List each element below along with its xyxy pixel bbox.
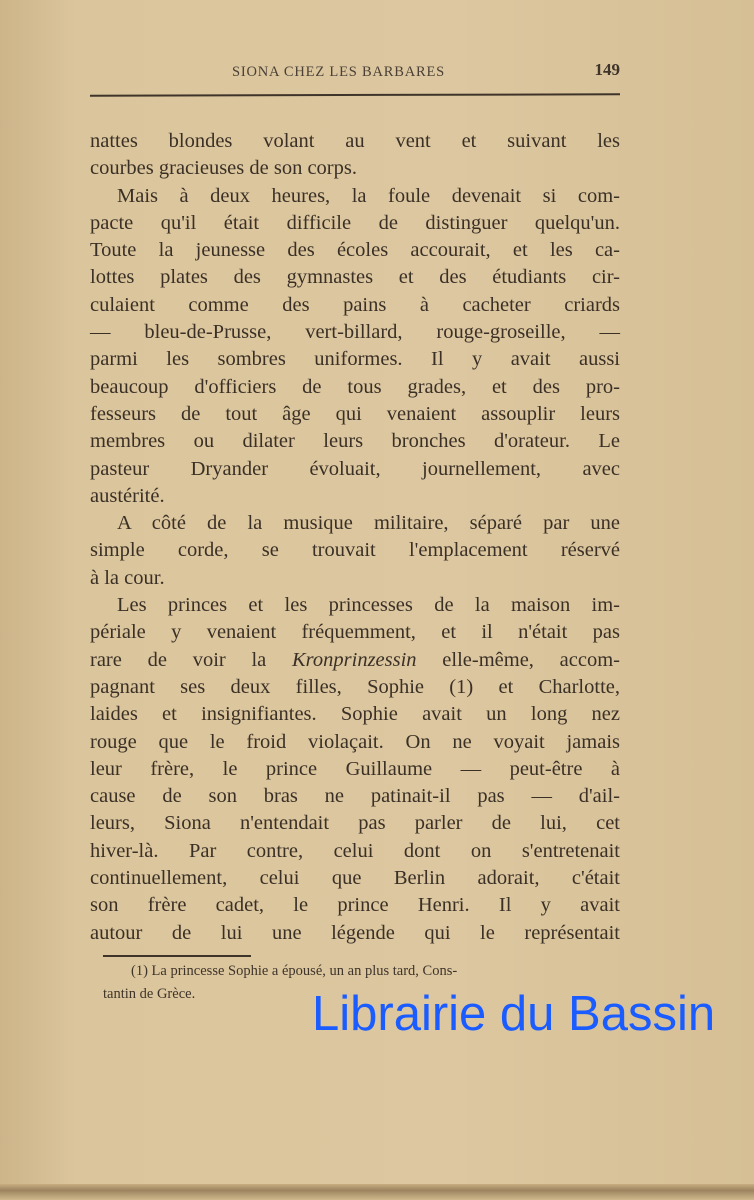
text-line: laides et insignifiantes. Sophie avait un long nez	[90, 703, 620, 726]
text-line: pagnant ses deux filles, Sophie (1) et Charlotte,	[90, 675, 620, 698]
text-line: Les princes et les princesses de la maison im-	[117, 594, 620, 617]
text-line: pasteur Dryander évoluait, journellement, avec	[90, 457, 620, 480]
text-line: pacte qu'il était difficile de distinguer quelqu'un.	[90, 211, 620, 234]
text-line: — bleu-de-Prusse, vert-billard, rouge-groseille, —	[90, 321, 620, 344]
text-line: à la cour.	[90, 566, 165, 589]
header-rule	[90, 93, 620, 96]
text-line: Toute la jeunesse des écoles accourait, et les ca-	[90, 239, 620, 262]
text-line: A côté de la musique militaire, séparé par une	[117, 512, 620, 535]
text-line: simple corde, se trouvait l'emplacement réservé	[90, 539, 620, 562]
text-line: courbes gracieuses de son corps.	[90, 157, 357, 180]
text-line: hiver-là. Par contre, celui dont on s'entretenait	[90, 839, 620, 862]
text-line: cause de son bras ne patinait-il pas — d'ail-	[90, 785, 620, 808]
italic-text: Kronprinzessin	[292, 648, 417, 671]
running-title: SIONA CHEZ LES BARBARES	[232, 64, 445, 80]
text-line: rouge que le froid violaçait. On ne voyait jamais	[90, 730, 620, 753]
watermark: Librairie du Bassin	[312, 987, 716, 1041]
text-line: beaucoup d'officiers de tous grades, et des pro-	[90, 375, 620, 398]
text-line: continuellement, celui que Berlin adorait, c'était	[90, 867, 620, 890]
text-line: son frère cadet, le prince Henri. Il y avait	[90, 894, 620, 917]
text-line: leurs, Siona n'entendait pas parler de lui, cet	[90, 812, 620, 835]
text-segment: rare de voir la	[90, 648, 292, 671]
text-line: Mais à deux heures, la foule devenait si com-	[117, 184, 620, 207]
text-line: autour de lui une légende qui le représentait	[90, 921, 620, 944]
text-line: nattes blondes volant au vent et suivant les	[90, 130, 620, 152]
text-line: leur frère, le prince Guillaume — peut-être à	[90, 757, 620, 780]
text-line	[90, 647, 620, 674]
footnote-rule	[103, 955, 251, 957]
page-edge	[0, 1184, 754, 1200]
text-line: parmi les sombres uniformes. Il y avait aussi	[90, 348, 620, 371]
running-header	[90, 58, 620, 86]
text-line: membres ou dilater leurs bronches d'orateur. Le	[90, 430, 620, 453]
text-line: périale y venaient fréquemment, et il n'était pas	[90, 621, 620, 644]
text-line: austérité.	[90, 484, 165, 507]
footnote-line: (1) La princesse Sophie a épousé, un an plus tard, Cons-	[131, 963, 458, 979]
footnote-line: tantin de Grèce.	[103, 986, 196, 1002]
text-line: fesseurs de tout âge qui venaient assouplir leurs	[90, 402, 620, 425]
body-text	[90, 128, 620, 947]
text-segment: elle-même, accom-	[416, 648, 620, 671]
page-number: 149	[594, 60, 620, 79]
text-line: lottes plates des gymnastes et des étudiants cir-	[90, 266, 620, 289]
text-line: culaient comme des pains à cacheter criards	[90, 293, 620, 316]
